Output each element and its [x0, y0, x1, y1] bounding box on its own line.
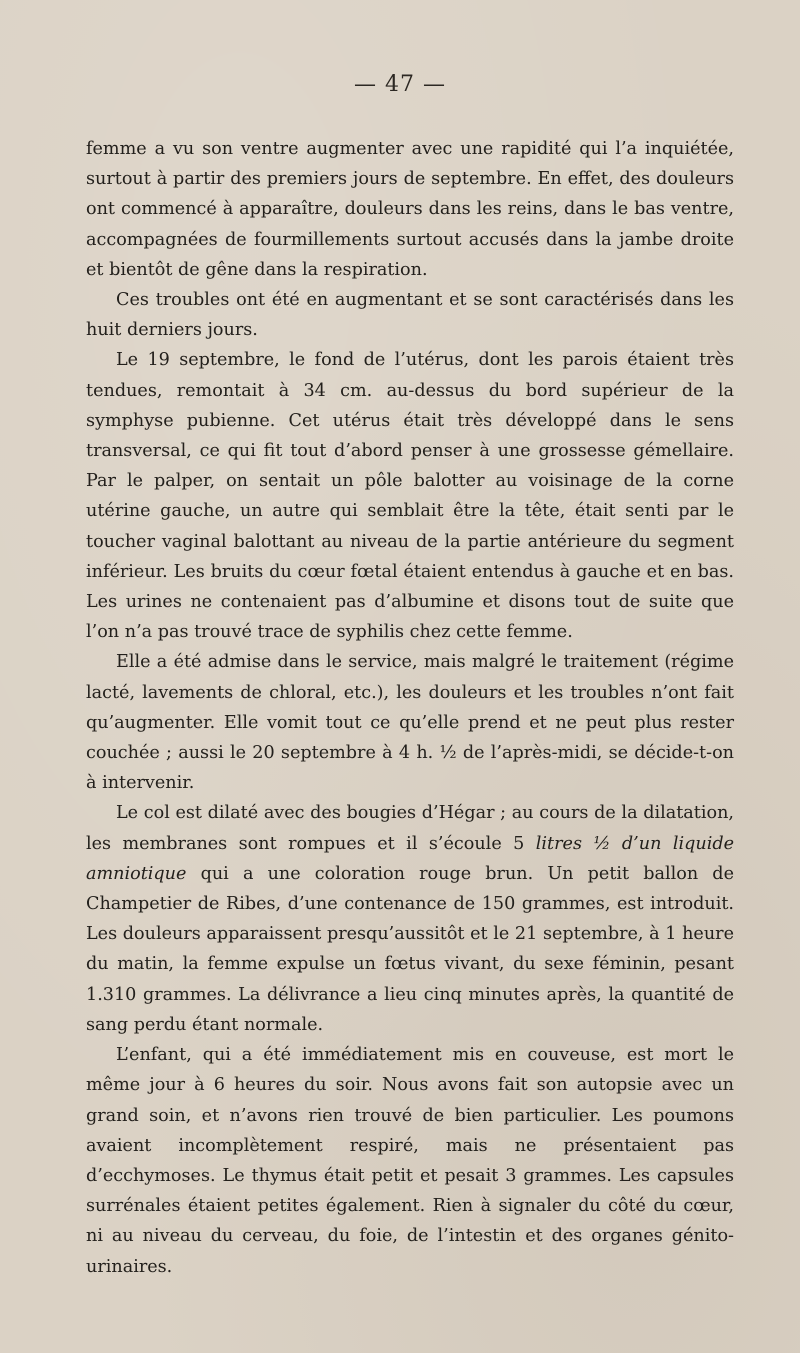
body-text: [86, 134, 734, 1282]
paragraph-1: femme a vu son ventre augmenter avec une rapidité qui l’a inquiétée, surtout à partir des premiers jours de septembre. En effet, des douleurs ont commencé à apparaître, douleurs dans les reins, dans le bas ventre, accompagnées de fourmillements surtout accusés dans la jambe droite et bientôt de gêne dans la respiration.: [86, 139, 734, 280]
paragraph-3: Le 19 septembre, le fond de l’utérus, dont les parois étaient très tendues, remontait à 34 cm. au-dessus du bord supérieur de la symphyse pubienne. Cet utérus était très développé dans le sens transversal, ce qui fit tout d’abord penser à une grossesse gémellaire. Par le palper, on sentait un pôle balotter au voisinage de la corne utérine gauche, un autre qui semblait être la tête, était senti par le toucher vaginal balottant au niveau de la partie antérieure du segment inférieur. Les bruits du cœur fœtal étaient entendus à gauche et en bas. Les urines ne contenaient pas d’albumine et disons tout de suite que l’on n’a pas trouvé trace de syphilis chez cette femme.: [86, 350, 734, 643]
paragraph-5-start: Le col est dilaté avec des bougies d’Hégar ; au cours de la dilatation, les membranes sont rompues et il s’écoule 5: [86, 803, 734, 854]
paragraph-2: Ces troubles ont été en augmentant et se sont caractérisés dans les huit derniers jours.: [86, 290, 734, 341]
paragraph-4: Elle a été admise dans le service, mais malgré le traitement (régime lacté, lavements de chloral, etc.), les douleurs et les troubles n’ont fait qu’augmenter. Elle vomit tout ce qu’elle prend et ne peut plus rester couchée ; aussi le 20 septembre à 4 h. ½ de l’après-midi, se décide-t-on à intervenir.: [86, 652, 734, 794]
paragraph-5-end: qui a une coloration rouge brun. Un petit ballon de Champetier de Ribes, d’une contenance de 150 grammes, est introduit. Les douleurs apparaissent presqu’aussitôt et le 21 septembre, à 1 heure du matin, la femme expulse un fœtus vivant, du sexe féminin, pesant 1.310 grammes. La délivrance a lieu cinq minutes après, la quantité de sang perdu étant normale.: [86, 863, 734, 1035]
page-number: — 47 —: [354, 72, 446, 97]
paragraph-6: L’enfant, qui a été immédiatement mis en couveuse, est mort le même jour à 6 heures du soir. Nous avons fait son autopsie avec un grand soin, et n’avons rien trouvé de bien particulier. Les poumons avaient incomplètement respiré, mais ne présentaient pas d’ecchymoses. Le thymus était petit et pesait 3 grammes. Les capsules surrénales étaient petites également. Rien à signaler du côté du cœur, ni au niveau du cerveau, du foie, de l’intestin et des organes génito-urinaires.: [86, 1045, 734, 1277]
paragraph-5-italic: litres ½ d’un liquide amniotique: [86, 833, 734, 884]
paragraph-5: [86, 798, 734, 1040]
